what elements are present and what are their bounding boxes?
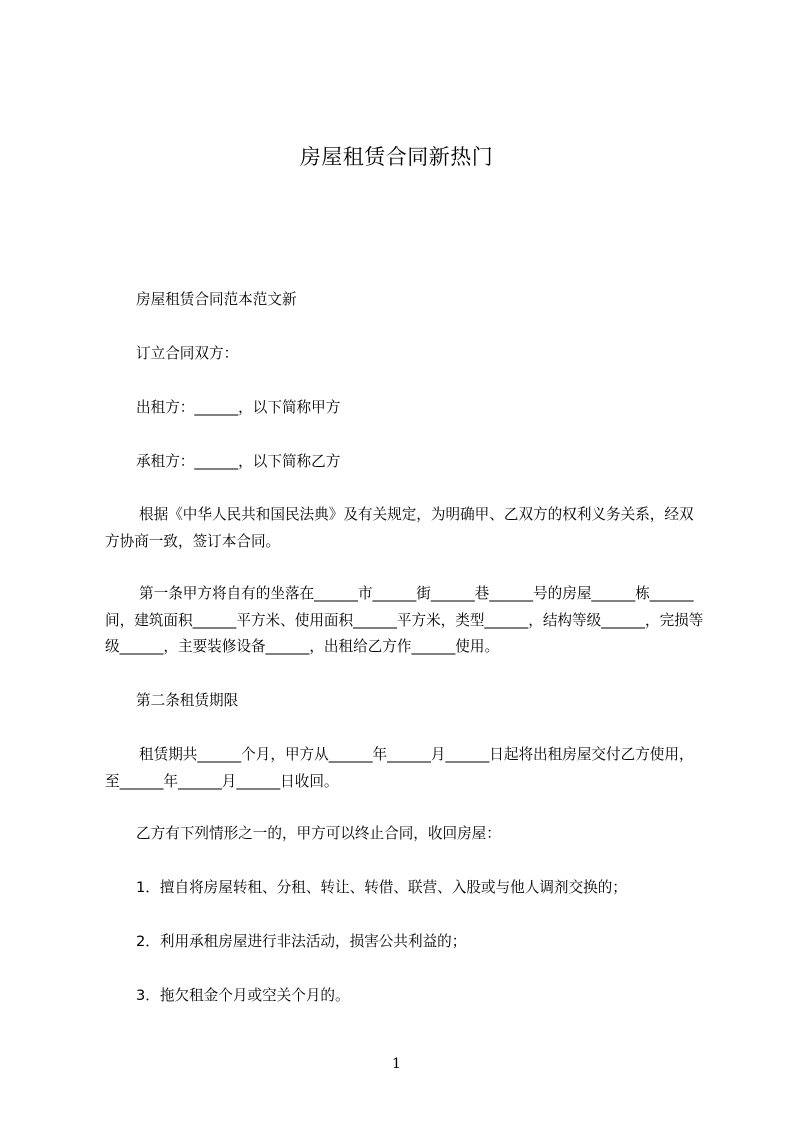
article-2-heading: 第二条租赁期限 xyxy=(136,692,239,709)
termination-item-3: 3．拖欠租金个月或空关个月的。 xyxy=(136,987,350,1004)
page-number: 1 xyxy=(392,1056,401,1072)
parties-heading: 订立合同双方： xyxy=(136,345,239,362)
lessor-line: 出租方：______，以下简称甲方 xyxy=(136,399,341,416)
termination-item-2: 2．利用承租房屋进行非法活动，损害公共利益的； xyxy=(136,933,467,950)
document-title: 房屋租赁合同新热门 xyxy=(299,145,494,169)
lease-term-paragraph: 租赁期共______个月，甲方从______年______月______日起将出租房屋交付乙方使用，至______年______月______日收回。 xyxy=(105,746,694,790)
lessee-line: 承租方：______，以下简称乙方 xyxy=(136,453,341,470)
termination-intro: 乙方有下列情形之一的，甲方可以终止合同，收回房屋： xyxy=(136,825,501,842)
termination-item-1: 1．擅自将房屋转租、分租、转让、转借、联营、入股或与他人调剂交换的； xyxy=(136,879,627,896)
preamble-paragraph: 根据《中华人民共和国民法典》及有关规定，为明确甲、乙双方的权利义务关系，经双方协商一致，签订本合同。 xyxy=(105,506,694,550)
article-1-paragraph: 第一条甲方将自有的坐落在______市______街______巷______号的房屋______栋______间，建筑面积______平方米、使用面积______平方米，类型______，结构等级______，完损等级______，主要装修设备______，出租给乙方作______使用。 xyxy=(105,585,704,655)
subtitle-paragraph: 房屋租赁合同范本范文新 xyxy=(136,291,297,308)
